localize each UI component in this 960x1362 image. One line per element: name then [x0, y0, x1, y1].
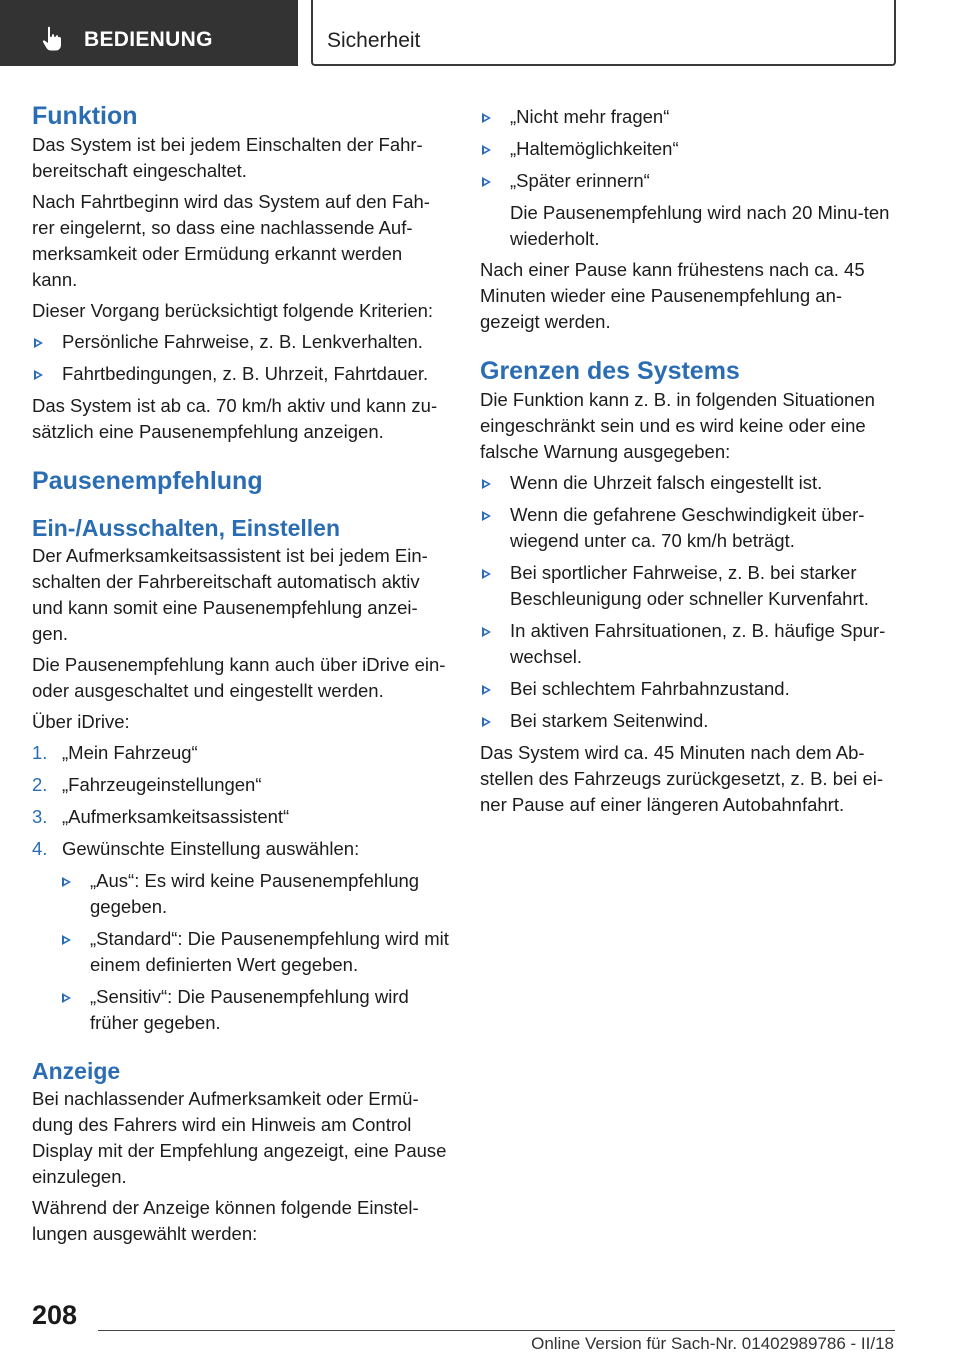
list-item-text: „Später erinnern“: [510, 170, 650, 191]
list-item-text: „Sensitiv“: Die Pausenempfehlung wird früher gegeben.: [90, 986, 409, 1033]
numbered-step: [32, 740, 452, 766]
page-header: [0, 0, 960, 66]
list-item: [480, 168, 900, 194]
list-item: [32, 329, 452, 355]
bullet-triangle-icon: [482, 685, 491, 695]
list-item-text: In aktiven Fahrsituationen, z. B. häufige Spur‐wechsel.: [510, 620, 886, 667]
list-item: [480, 560, 900, 612]
bullet-triangle-icon: [62, 993, 71, 1003]
page-number: 208: [32, 1300, 78, 1330]
heading-anzeige: Anzeige: [32, 1058, 121, 1084]
paragraph: Während der Anzeige können folgende Einstel‐lungen ausgewählt werden:: [32, 1197, 419, 1244]
paragraph: Das System wird ca. 45 Minuten nach dem Ab‐stellen des Fahrzeugs zurückgesetzt, z. B. bei ei‐ner Pause auf einer längeren Autobahnfahrt.: [480, 742, 884, 815]
list-item: [480, 618, 900, 670]
bullet-triangle-icon: [34, 338, 43, 348]
bullet-triangle-icon: [62, 877, 71, 887]
bullet-triangle-icon: [62, 935, 71, 945]
bullet-triangle-icon: [34, 370, 43, 380]
step-text: „Mein Fahrzeug“: [62, 742, 198, 763]
bullet-triangle-icon: [482, 113, 491, 123]
paragraph: Nach einer Pause kann frühestens nach ca. 45 Minuten wieder eine Pausenempfehlung an‐gezeigt werden.: [480, 259, 865, 332]
list-item: [480, 502, 900, 554]
section-tab[interactable]: [311, 0, 896, 66]
left-column: [32, 100, 452, 1252]
heading-funktion: Funktion: [32, 102, 138, 130]
list-item: [480, 136, 900, 162]
list-item-text: „Standard“: Die Pausenempfehlung wird mit einem definierten Wert gegeben.: [90, 928, 449, 975]
step-number: 4.: [32, 838, 48, 859]
list-item: [480, 470, 900, 496]
footer-version-text: Online Version für Sach-Nr. 01402989786 - II/18: [531, 1334, 894, 1353]
list-item: [480, 708, 900, 734]
list-item: [60, 926, 452, 978]
chapter-tab[interactable]: [0, 0, 298, 66]
list-item: [32, 361, 452, 387]
paragraph: Die Funktion kann z. B. in folgenden Situationen eingeschränkt sein und es wird keine oder eine falsche Warnung ausgegeben:: [480, 389, 875, 462]
list-item-text: Wenn die Uhrzeit falsch eingestellt ist.: [510, 472, 823, 493]
heading-ein-ausschalten: Ein-/Ausschalten, Einstellen: [32, 515, 341, 541]
paragraph: Der Aufmerksamkeitsassistent ist bei jedem Ein‐schalten der Fahrbereitschaft automatisch aktiv und kann somit eine Pausenempfehlung anzei‐gen.: [32, 545, 428, 644]
list-item-text: Bei sportlicher Fahrweise, z. B. bei starker Beschleunigung oder schneller Kurvenfahrt.: [510, 562, 869, 609]
right-column: [480, 104, 900, 823]
paragraph: Bei nachlassender Aufmerksamkeit oder Ermü‐dung des Fahrers wird ein Hinweis am Control Display mit der Empfehlung angezeigt, eine Pause einzulegen.: [32, 1088, 447, 1187]
step-text: „Aufmerksamkeitsassistent“: [62, 806, 290, 827]
numbered-step: [32, 836, 452, 862]
bullet-triangle-icon: [482, 569, 491, 579]
hand-pointer-icon: [40, 26, 64, 52]
bullet-triangle-icon: [482, 177, 491, 187]
step-text: „Fahrzeugeinstellungen“: [62, 774, 262, 795]
bullet-triangle-icon: [482, 479, 491, 489]
paragraph: Das System ist bei jedem Einschalten der Fahr‐bereitschaft eingeschaltet.: [32, 134, 423, 181]
list-item-text: Fahrtbedingungen, z. B. Uhrzeit, Fahrtdauer.: [62, 363, 429, 384]
step-number: 2.: [32, 774, 48, 795]
list-item-text: Bei schlechtem Fahrbahnzustand.: [510, 678, 790, 699]
list-item-text: Persönliche Fahrweise, z. B. Lenkverhalten.: [62, 331, 423, 352]
paragraph: Nach Fahrtbeginn wird das System auf den Fah‐rer eingelernt, so dass eine nachlassende Auf‐merksamkeit oder Ermüdung erkannt werden kann.: [32, 191, 430, 290]
list-item-text: Bei starkem Seitenwind.: [510, 710, 709, 731]
step-text: Gewünschte Einstellung auswählen:: [62, 838, 360, 859]
bullet-triangle-icon: [482, 145, 491, 155]
list-item-text: „Haltemöglichkeiten“: [510, 138, 679, 159]
step-number: 3.: [32, 806, 48, 827]
numbered-step: [32, 804, 452, 830]
heading-grenzen: Grenzen des Systems: [480, 357, 740, 385]
paragraph: Über iDrive:: [32, 711, 130, 732]
options-list: [60, 868, 452, 1036]
numbered-step: [32, 772, 452, 798]
bullet-triangle-icon: [482, 627, 491, 637]
list-item-text: „Nicht mehr fragen“: [510, 106, 670, 127]
list-item: [60, 868, 452, 920]
paragraph: Die Pausenempfehlung kann auch über iDrive ein- oder ausgeschaltet und eingestellt werden.: [32, 654, 446, 701]
chapter-label: BEDIENUNG: [84, 28, 213, 51]
list-item-text: „Aus“: Es wird keine Pausenempfehlung gegeben.: [90, 870, 420, 917]
heading-pausenempfehlung: Pausenempfehlung: [32, 467, 263, 495]
list-item: [480, 104, 900, 130]
bullet-triangle-icon: [482, 511, 491, 521]
list-item-text: Wenn die gefahrene Geschwindigkeit über‐wiegend unter ca. 70 km/h beträgt.: [510, 504, 865, 551]
footer-divider: [98, 1330, 895, 1331]
paragraph: Dieser Vorgang berücksichtigt folgende Kriterien:: [32, 300, 434, 321]
step-number: 1.: [32, 742, 48, 763]
bullet-triangle-icon: [482, 717, 491, 727]
list-item: [480, 676, 900, 702]
list-item: [60, 984, 452, 1036]
paragraph: Das System ist ab ca. 70 km/h aktiv und kann zu‐sätzlich eine Pausenempfehlung anzeigen.: [32, 395, 438, 442]
section-label: Sicherheit: [327, 29, 421, 52]
note-paragraph: Die Pausenempfehlung wird nach 20 Minu‐ten wiederholt.: [510, 202, 890, 249]
